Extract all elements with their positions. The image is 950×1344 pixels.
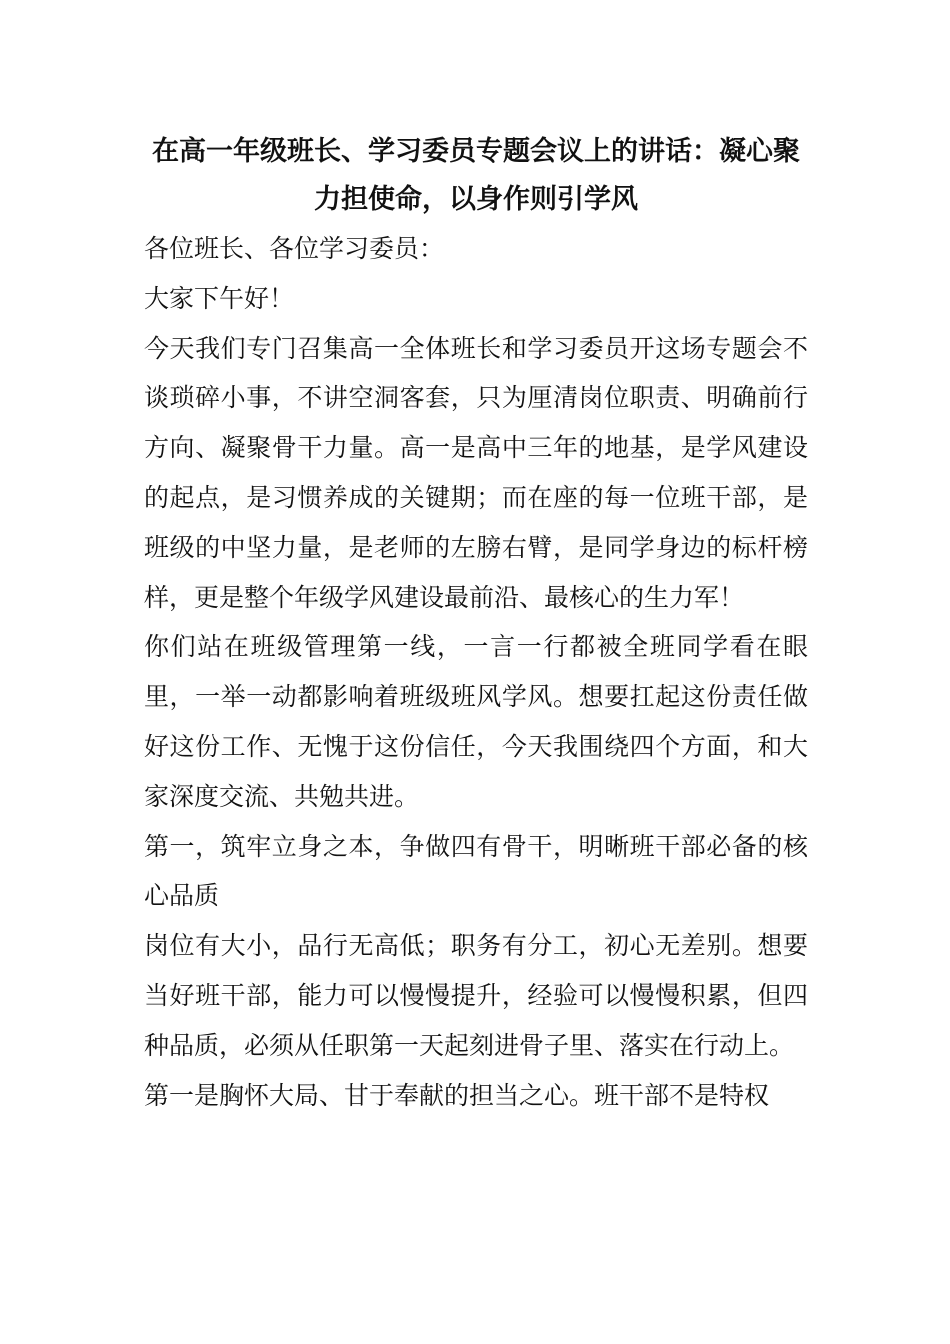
greeting: 大家下午好！ <box>144 283 295 313</box>
section-heading: 第一，筑牢立身之本，争做四有骨干，明晰班干部必备的核心品质 <box>144 831 808 911</box>
document-body <box>144 128 808 1120</box>
document-title: 在高一年级班长、学习委员专题会议上的讲话：凝心聚力担使命，以身作则引学风 <box>152 136 800 215</box>
body-paragraph: 今天我们专门召集高一全体班长和学习委员开这场专题会不谈琐碎小事，不讲空洞客套，只为厘清岗位职责、明确前行方向、凝聚骨干力量。高一是高中三年的地基，是学风建设的起点，是习惯养成的关键期；而在座的每一位班干部，是班级的中坚力量，是老师的左膀右臂，是同学身边的标杆榜样，更是整个年级学风建设最前沿、最核心的生力军！ <box>144 333 808 612</box>
body-paragraph: 岗位有大小，品行无高低；职务有分工，初心无差别。想要当好班干部，能力可以慢慢提升，经验可以慢慢积累，但四种品质，必须从任职第一天起刻进骨子里、落实在行动上。 <box>144 931 808 1060</box>
salutation: 各位班长、各位学习委员： <box>144 234 445 263</box>
body-paragraph: 第一是胸怀大局、甘于奉献的担当之心。班干部不是特权 <box>144 1080 770 1110</box>
title-block <box>144 128 808 224</box>
body-paragraph: 你们站在班级管理第一线，一言一行都被全班同学看在眼里，一举一动都影响着班级班风学风。想要扛起这份责任做好这份工作、无愧于这份信任，今天我围绕四个方面，和大家深度交流、共勉共进。 <box>144 632 808 811</box>
